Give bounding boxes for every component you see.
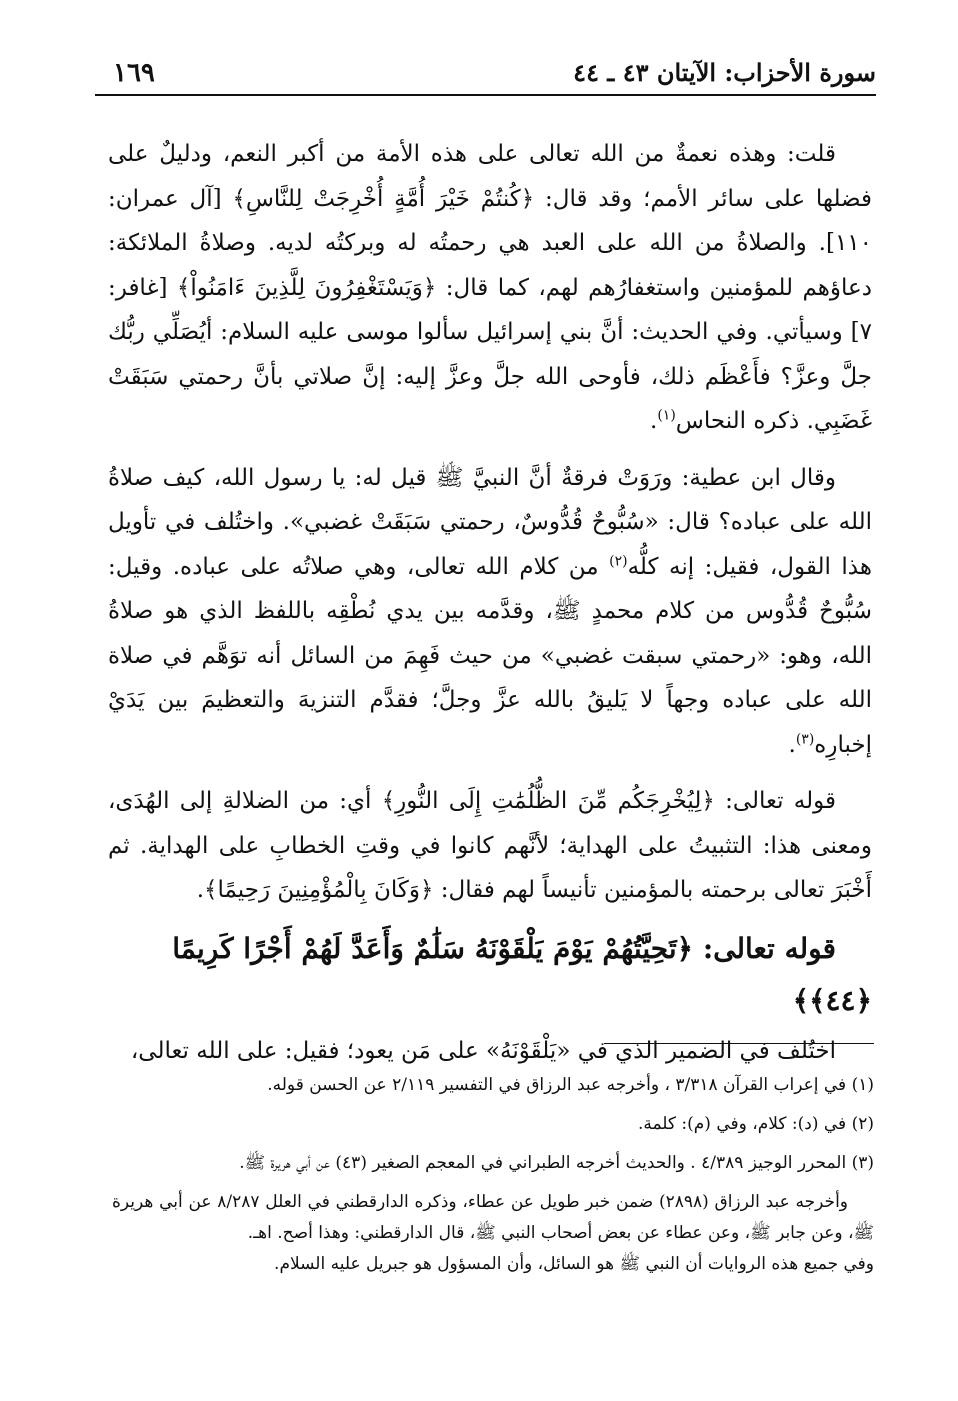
paragraph-2-text-a: وقال ابن عطية: ورَوَتْ فرقةٌ أنَّ النبيَّ ﷺ قيل له: يا رسول الله، كيف صلاةُ الله على عباده؟ قال: «سُبُّوحٌ قُدُّوسٌ، رحمتي سَبَقَتْ غضبي». واختُلف في تأويل هذا القول، فقيل: إنه كلُّه: [108, 464, 873, 580]
header-title: سورة الأحزاب: الآيتان ٤٣ ـ ٤٤: [573, 58, 876, 87]
page-number: ١٦٩: [113, 58, 155, 88]
footnote-marker-1: (١): [657, 407, 676, 424]
paragraph-1-text: قلت: وهذه نعمةٌ من الله تعالى على هذه الأمة من أكبر النعم، ودليلٌ على فضلها على سائر الأمم؛ وقد قال: ﴿كُنتُمْ خَيْرَ أُمَّةٍ أُخْرِجَتْ لِلنَّاسِ﴾ [آل عمران: ١١٠]. والصلاةُ من الله على العبد هي رحمتُه له وبركتُه لديه. وصلاةُ الملائكة: دعاؤهم للمؤمنين واستغفارُهم لهم، كما قال: ﴿وَيَسْتَغْفِرُونَ لِلَّذِينَ ءَامَنُواْ﴾ [غافر: ٧] وسيأتي. وفي الحديث: أنَّ بني إسرائيل سألوا موسى عليه السلام: أيُصَلِّي ربُّك جلَّ وعزَّ؟ فأَعْظَم ذلك، فأوحى الله جلَّ وعزَّ إليه: إنَّ صلاتي بأنَّ رحمتي سَبَقَتْ غَضَبِي. ذكره النحاس: [108, 141, 872, 434]
paragraph-4: اختُلف في الضمير الذي في «يَلْقَوْنَهُ» على مَن يعود؛ فقيل: على الله تعالى،: [130, 1037, 836, 1064]
footnote-marker-3: (٣): [795, 730, 815, 747]
footnote-3: (٣) المحرر الوجيز ٤/٣٨٩ . والحديث أخرجه الطبراني في المعجم الصغير (٤٣) عن أبي هريرة ﷺ.: [239, 1153, 874, 1173]
footnotes: [112, 1070, 874, 1280]
verse-label: قوله تعالى:: [702, 931, 836, 965]
main-text: [108, 132, 872, 1073]
verse-heading: [108, 923, 872, 1027]
running-header: [95, 52, 876, 96]
paragraph-1: قلت: وهذه نعمةٌ من الله تعالى على هذه الأمة من أكبر النعم، ودليلٌ على فضلها على سائر الأمم؛ وقد قال: ﴿كُنتُمْ خَيْرَ أُمَّةٍ أُخْرِجَتْ لِلنَّاسِ﴾ [آل عمران: ١١٠]. والصلاةُ من الله على العبد هي رحمتُه له وبركتُه لديه. وصلاةُ الملائكة: دعاؤهم للمؤمنين واستغفارُهم لهم، كما قال: ﴿وَيَسْتَغْفِرُونَ لِلَّذِينَ ءَامَنُواْ﴾ [غافر: ٧] وسيأتي. وفي الحديث: أنَّ بني إسرائيل سألوا موسى عليه السلام: أيُصَلِّي ربُّك جلَّ وعزَّ؟ فأَعْظَم ذلك، فأوحى الله جلَّ وعزَّ إليه: إنَّ صلاتي بأنَّ رحمتي سَبَقَتْ غَضَبِي. ذكره النحاس$^{(١)}$.: [108, 141, 872, 434]
footnote-3-continuation-2: وفي جميع هذه الروايات أن النبي ﷺ هو السائل، وأن المسؤول هو جبريل عليه السلام.: [274, 1254, 874, 1274]
footnote-3-continuation: وأخرجه عبد الرزاق (٢٨٩٨) ضمن خبر طويل عن عطاء، وذكره الدارقطني في العلل ٨/٢٨٧ عن أبي هريرة ﷺ، وعن جابر ﷺ، وعن عطاء عن بعض أصحاب النبي ﷺ، قال الدارقطني: وهذا أصح. اهـ.: [112, 1192, 874, 1243]
paragraph-2: وقال ابن عطية: ورَوَتْ فرقةٌ أنَّ النبيَّ ﷺ قيل له: يا رسول الله، كيف صلاةُ الله على عباده؟ قال: «سُبُّوحٌ قُدُّوسٌ، رحمتي سَبَقَتْ غضبي». واختُلف في تأويل هذا القول، فقيل: إنه كلُّه$^{(٢)}$ من كلام الله تعالى، وهي صلاتُه على عباده. وقيل: سُبُّوحٌ قُدُّوس من كلام محمدٍ ﷺ، وقدَّمه بين يدي نُطْقِه باللفظ الذي هو صلاةُ الله، وهو: «رحمتي سبقت غضبي» من حيث فَهِمَ من السائل أنه توَهَّم في صلاة الله على عباده وجهاً لا يَليقُ بالله عزَّ وجلَّ؛ فقدَّم التنزيهَ والتعظيمَ بين يَدَيْ إخبارِه$^{(٣)}$.: [108, 464, 873, 758]
paragraph-3: قوله تعالى: ﴿لِيُخْرِجَكُم مِّنَ الظُّلُمَٰتِ إِلَى النُّورِ﴾ أي: من الضلالةِ إلى الهُدَى، ومعنى هذا: التثبيتُ على الهداية؛ لأنَّهم كانوا في وقتِ الخطابِ على الهداية. ثم أَخْبَرَ تعالى برحمته بالمؤمنين تأنيساً لهم فقال: ﴿وَكَانَ بِالْمُؤْمِنِينَ رَحِيمًا﴾.: [108, 788, 872, 903]
verse-text: ﴿تَحِيَّتُهُمْ يَوْمَ يَلْقَوْنَهُ سَلَٰمٌ وَأَعَدَّ لَهُمْ أَجْرًا كَرِيمًا ﴿٤٤﴾﴾: [172, 931, 872, 1017]
footnote-1: (١) في إعراب القرآن ٣/٣١٨ ، وأخرجه عبد الرزاق في التفسير ٢/١١٩ عن الحسن قوله.: [267, 1075, 874, 1095]
paragraph-2-text-b: من كلام الله تعالى، وهي صلاتُه على عباده. وقيل: سُبُّوحٌ قُدُّوس من كلام محمدٍ ﷺ، وقدَّمه بين يدي نُطْقِه باللفظ الذي هو صلاةُ الله، وهو: «رحمتي سبقت غضبي» من حيث فَهِمَ من السائل أنه توَهَّم في صلاة الله على عباده وجهاً لا يَليقُ بالله عزَّ وجلَّ؛ فقدَّم التنزيهَ والتعظيمَ بين يَدَيْ إخبارِه: [108, 553, 872, 758]
footnote-marker-2: (٢): [609, 552, 628, 569]
footnote-2: (٢) في (د): كلام، وفي (م): كلمة.: [637, 1114, 874, 1134]
header-rule: [95, 94, 876, 96]
footnote-separator: [604, 1043, 874, 1044]
